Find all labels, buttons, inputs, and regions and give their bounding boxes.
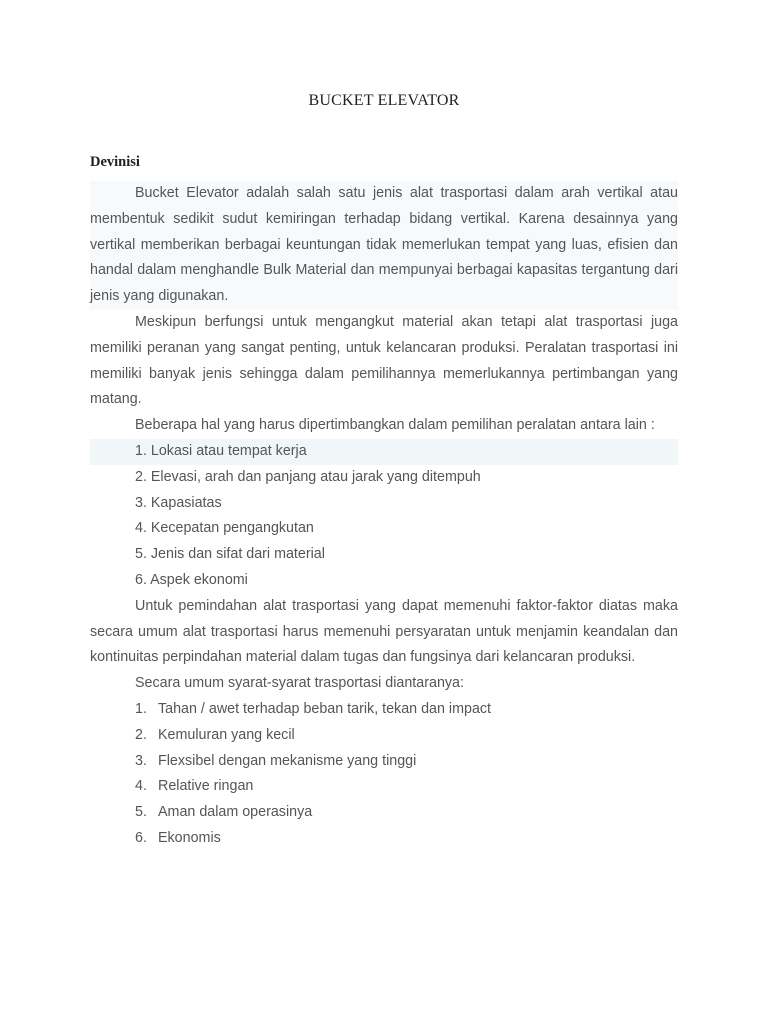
considerations-list [90, 439, 678, 594]
list-item: 6. Aspek ekonomi [135, 571, 248, 588]
list-text: Tahan / awet terhadap beban tarik, tekan dan impact [158, 700, 492, 717]
list-item [90, 774, 678, 800]
list-text: Ekonomis [158, 829, 221, 846]
list-number: 3. [135, 752, 147, 769]
list-item [90, 826, 678, 852]
list-text: Flexsibel dengan mekanisme yang tinggi [158, 752, 417, 769]
paragraph-considerations-intro: Beberapa hal yang harus dipertimbangkan dalam pemilihan peralatan antara lain : [135, 417, 655, 434]
list-text: Kemuluran yang kecil [158, 726, 295, 743]
list-item: 1. Lokasi atau tempat kerja [90, 439, 678, 465]
list-number: 1. [135, 700, 147, 717]
list-item: 4. Kecepatan pengangkutan [135, 520, 314, 537]
paragraph-function: Meskipun berfungsi untuk mengangkut material akan tetapi alat trasportasi juga memiliki peranan yang sangat penting, untuk kelancaran produksi. Peralatan trasportasi ini memiliki banyak jenis sehingga dalam pemilihannya memerlukannya pertimbangan yang matang. [90, 313, 678, 408]
paragraph-requirements-intro: Secara umum syarat-syarat trasportasi diantaranya: [135, 675, 464, 692]
list-item [90, 749, 678, 775]
section-heading: Devinisi [90, 154, 140, 170]
list-number: 4. [135, 778, 147, 795]
requirements-list [90, 697, 678, 852]
document-body [90, 181, 678, 852]
list-item [90, 697, 678, 723]
page-title: BUCKET ELEVATOR [308, 92, 460, 109]
list-item [90, 723, 678, 749]
list-item: 3. Kapasiatas [135, 494, 222, 511]
list-text: Relative ringan [158, 778, 254, 795]
paragraph-definition: Bucket Elevator adalah salah satu jenis alat trasportasi dalam arah vertikal atau membentuk sedikit sudut kemiringan terhadap bidang vertikal. Karena desainnya yang vertikal memberikan berbagai keuntungan tidak memerlukan tempat yang luas, efisien dan handal dalam menghandle Bulk Material dan mempunyai berbagai kapasitas tergantung dari jenis yang digunakan. [90, 181, 678, 310]
list-number: 2. [135, 726, 147, 743]
list-text: Aman dalam operasinya [158, 804, 313, 821]
paragraph-requirements-reason: Untuk pemindahan alat trasportasi yang dapat memenuhi faktor-faktor diatas maka secara umum alat trasportasi harus memenuhi persyaratan untuk menjamin keandalan dan kontinuitas perpindahan material dalam tugas dan fungsinya dari kelancaran produksi. [90, 597, 678, 666]
list-number: 6. [135, 829, 147, 846]
list-item: 5. Jenis dan sifat dari material [135, 546, 325, 563]
list-item: 2. Elevasi, arah dan panjang atau jarak yang ditempuh [135, 468, 481, 485]
list-number: 5. [135, 804, 147, 821]
list-item [90, 800, 678, 826]
